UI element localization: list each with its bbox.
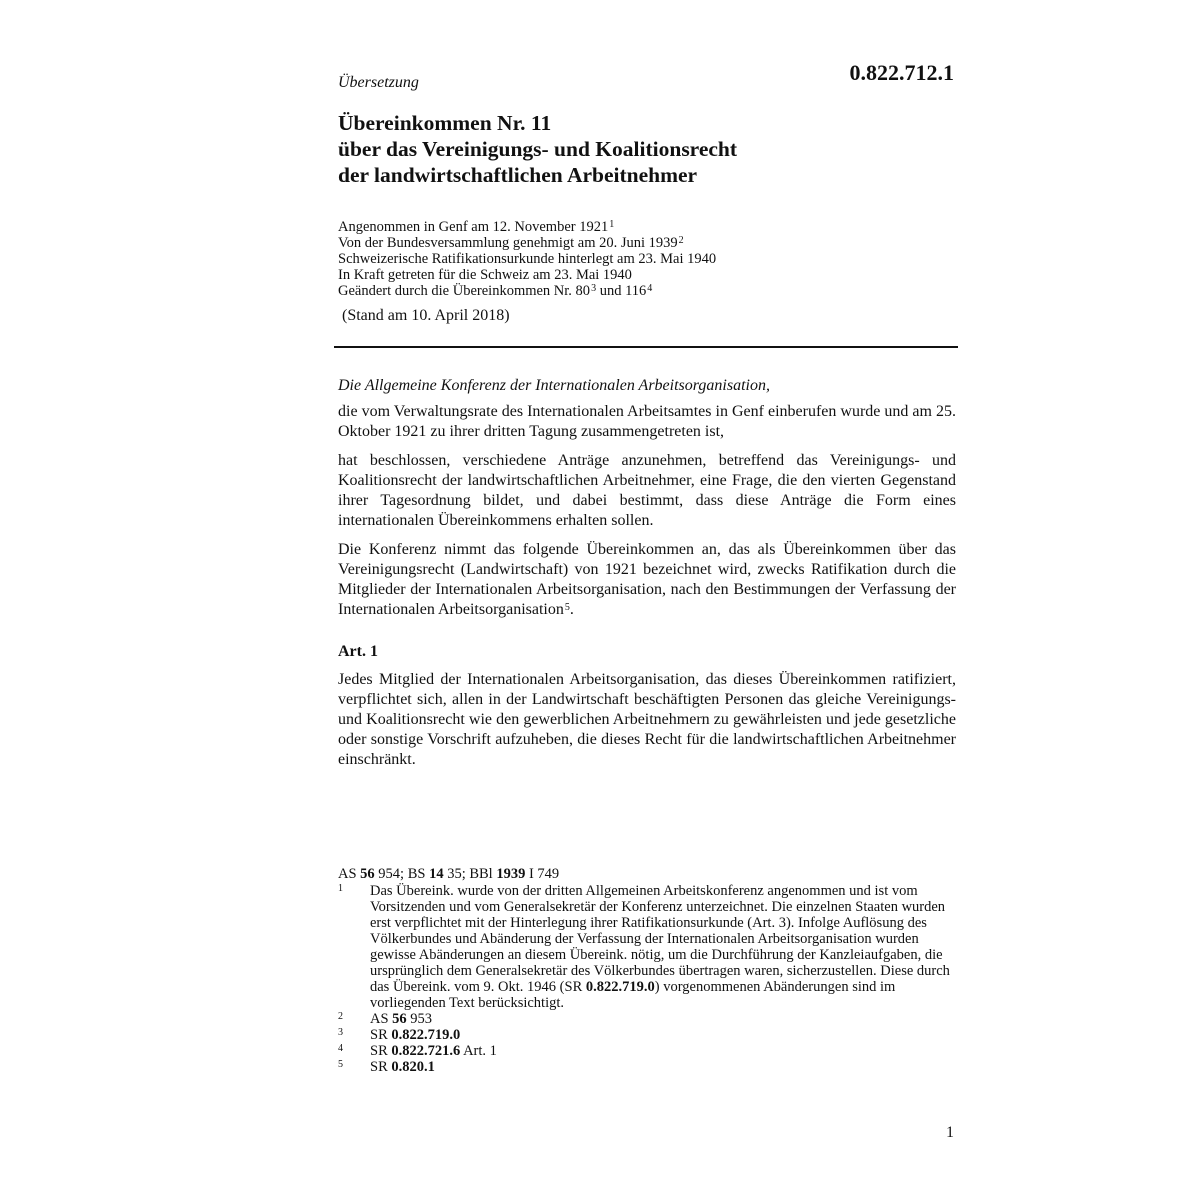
footnotes	[338, 866, 958, 1075]
footnote-3-sr-link[interactable]: 0.822.719.0	[391, 1027, 461, 1043]
footnote-ref-4[interactable]: 4	[647, 283, 653, 294]
title-line-1: Übereinkommen Nr. 11	[338, 111, 552, 135]
footnote-3-prefix: SR	[370, 1027, 392, 1043]
sr-number: 0.822.712.1	[849, 60, 954, 85]
source-reference	[338, 866, 958, 882]
amended-text-2: und 116	[596, 283, 647, 299]
header-divider	[334, 346, 958, 348]
footnote-2-rest: 953	[406, 1011, 433, 1027]
footnote-3-text	[370, 1027, 958, 1043]
page-number: 1	[946, 1124, 954, 1141]
footnote-2-volume: 56	[392, 1011, 407, 1027]
footnote-ref-5[interactable]: 5	[564, 602, 570, 613]
article-1-text: Jedes Mitglied der Internationalen Arbeitsorganisation, das dieses Übereinkommen ratifiziert, verpflichtet sich, allen in der Landwirtschaft beschäftigten Personen das gleiche Vereinigungs- und Koalitionsrecht wie den gewerblichen Arbeitnehmern zu gewährleisten und jede gesetzliche oder sonstige Vorschrift aufzuheben, die dieses Recht für die landwirtschaftlichen Arbeitnehmer einschränkt.	[338, 671, 956, 768]
footnote-4-prefix: SR	[370, 1043, 392, 1059]
amended-text: Geändert durch die Übereinkommen Nr. 80	[338, 283, 591, 299]
adopted-line	[338, 219, 958, 235]
document-title	[338, 110, 958, 188]
main-text	[338, 376, 956, 779]
footnote-ref-3[interactable]: 3	[591, 283, 597, 294]
footnote-ref-1[interactable]: 1	[609, 219, 615, 230]
bs-page: 35; BBl	[443, 866, 497, 882]
title-line-3: der landwirtschaftlichen Arbeitnehmer	[338, 163, 698, 187]
footnote-2	[338, 1011, 958, 1027]
preamble-paragraph-1: die vom Verwaltungsrate des Internationalen Arbeitsamtes in Genf einberufen wurde und am 25. Oktober 1921 zu ihrer dritten Tagung zusammengetreten ist,	[338, 403, 956, 440]
footnote-4-number: 4	[338, 1043, 343, 1054]
bs-volume: 14	[429, 866, 444, 882]
in-force-line: In Kraft getreten für die Schweiz am 23. Mai 1940	[338, 267, 632, 283]
footnote-4-rest: Art. 1	[460, 1043, 497, 1059]
footnote-3	[338, 1027, 958, 1043]
footnote-2-text	[370, 1011, 958, 1027]
preamble-heading: Die Allgemeine Konferenz der Internationalen Arbeitsorganisation,	[338, 377, 770, 394]
preamble-paragraph-3-end: .	[569, 601, 574, 618]
footnote-5-text	[370, 1059, 958, 1075]
footnote-5-number: 5	[338, 1059, 343, 1070]
adopted-text: Angenommen in Genf am 12. November 1921	[338, 219, 609, 235]
as-page: 954; BS	[374, 866, 430, 882]
stand-date: (Stand am 10. April 2018)	[342, 307, 510, 324]
footnote-1	[338, 883, 958, 1011]
footnote-1-text	[370, 883, 958, 1011]
footnote-2-number: 2	[338, 1011, 343, 1022]
footnote-5-prefix: SR	[370, 1059, 392, 1075]
footnote-4	[338, 1043, 958, 1059]
preamble-paragraph-3	[338, 540, 956, 620]
ratification-line: Schweizerische Ratifikationsurkunde hinterlegt am 23. Mai 1940	[338, 251, 717, 267]
as-volume: 56	[360, 866, 375, 882]
bbl-year: 1939	[496, 866, 526, 882]
footnote-1-sr-link[interactable]: 0.822.719.0	[585, 979, 655, 995]
as-label: AS	[338, 866, 361, 882]
footnote-1-body: Das Übereink. wurde von der dritten Allgemeinen Arbeitskonferenz angenommen und ist vom Vorsitzenden und vom Generalsekretär der Konferenz unterzeichnet. Die einzelnen Staaten wurden erst verpflichtet mit der Hinterlegung ihrer Ratifikationsurkunde (Art. 3). Infolge Auflösung des Völkerbundes und Abänderung der Verfassung der Internationalen Arbeitsorganisation wurden gewisse Abänderungen an diesem Übereink. nötig, um die Durchführung der Kanzleiaufgaben, die ursprünglich dem Generalsekretär des Völkerbundes übertragen waren, sicherzustellen. Diese durch das Übereink. vom 9. Okt. 1946 (SR	[370, 883, 950, 995]
footnote-5	[338, 1059, 958, 1075]
approved-text: Von der Bundesversammlung genehmigt am 20. Juni 1939	[338, 235, 678, 251]
footnote-2-prefix: AS	[370, 1011, 393, 1027]
footnote-4-text	[370, 1043, 958, 1059]
preamble-paragraph-3-text: Die Konferenz nimmt das folgende Übereinkommen an, das als Übereinkommen über das Vereinigungsrecht (Landwirtschaft) von 1921 bezeichnet wird, zwecks Ratifikation durch die Mitglieder der Internationalen Arbeitsorganisation, nach den Bestimmungen der Verfassung der Internationalen Arbeitsorganisation	[338, 541, 956, 618]
title-line-2: über das Vereinigungs- und Koalitionsrecht	[338, 137, 738, 161]
footnote-1-end: ) vorgenommenen Abänderungen sind im vorliegenden Text berücksichtigt.	[370, 979, 896, 1011]
adoption-metadata	[338, 219, 958, 299]
translation-label: Übersetzung	[338, 74, 419, 91]
footnote-ref-2[interactable]: 2	[678, 235, 684, 246]
approved-line	[338, 235, 958, 251]
amended-line	[338, 283, 958, 299]
footnote-3-number: 3	[338, 1027, 343, 1038]
footnote-5-sr-link[interactable]: 0.820.1	[391, 1059, 435, 1075]
preamble-paragraph-2: hat beschlossen, verschiedene Anträge anzunehmen, betreffend das Vereinigungs- und Koalitionsrecht der landwirtschaftlichen Arbeitnehmer, eine Frage, die den vierten Gegenstand ihrer Tagesordnung bildet, und dabei bestimmt, dass diese Anträge die Form eines internationalen Übereinkommens erhalten sollen.	[338, 452, 956, 529]
footnote-4-sr-link[interactable]: 0.822.721.6	[391, 1043, 461, 1059]
bbl-rest: I 749	[525, 866, 560, 882]
article-1-heading: Art. 1	[338, 643, 378, 660]
footnote-1-number: 1	[338, 883, 343, 894]
